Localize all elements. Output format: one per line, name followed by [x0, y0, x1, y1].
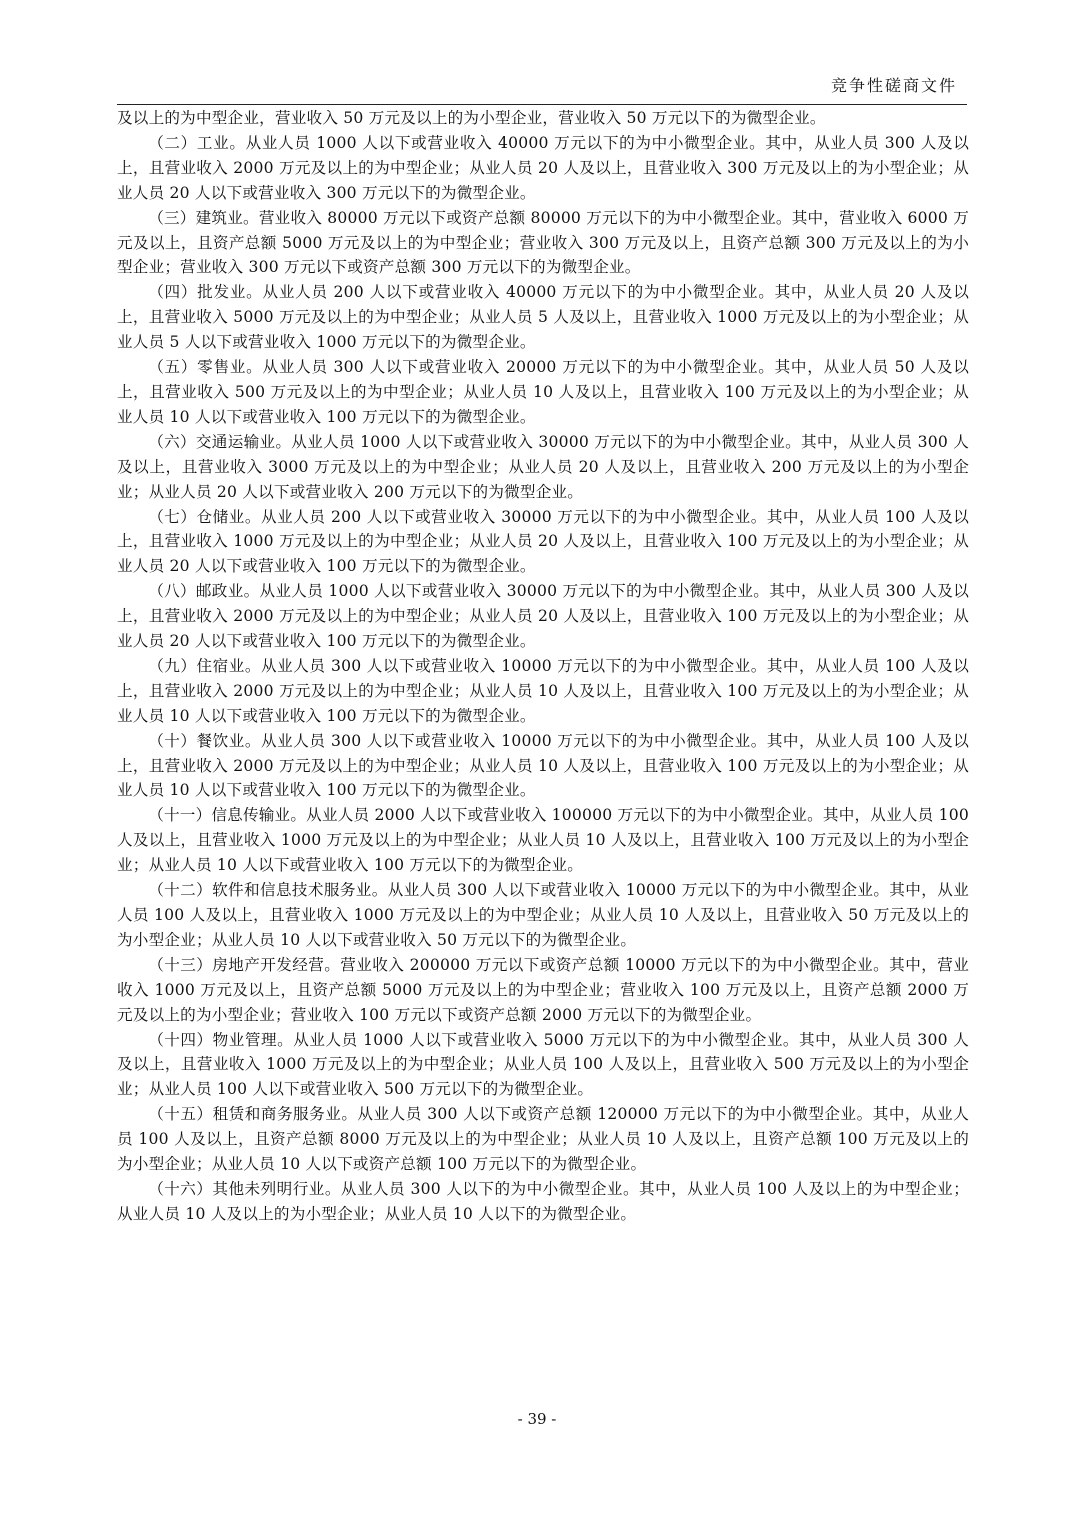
- paragraph-real-estate: （十三）房地产开发经营。营业收入 200000 万元以下或资产总额 10000 万元以下的为中小微型企业。其中，营业收入 1000 万元及以上，且资产总额 5000 万元及以上的为中型企业；营业收入 100 万元及以上，且资产总额 2000 万元及以上的为小型企业；营业收入 100 万元以下或资产总额 2000 万元以下的为微型企业。: [117, 955, 969, 1024]
- paragraph-accommodation: （九）住宿业。从业人员 300 人以下或营业收入 10000 万元以下的为中小微型企业。其中，从业人员 100 人及以上，且营业收入 2000 万元及以上的为中型企业；从业人员 10 人及以上，且营业收入 100 万元及以上的为小型企业；从业人员 10 人以下或营业收入 100 万元以下的为微型企业。: [117, 656, 969, 725]
- paragraph-leasing-business: （十五）租赁和商务服务业。从业人员 300 人以下或资产总额 120000 万元以下的为中小微型企业。其中，从业人员 100 人及以上，且资产总额 8000 万元及以上的为中型企业；从业人员 10 人及以上，且资产总额 100 万元及以上的为小型企业；从业人员 10 人以下或资产总额 100 万元以下的为微型企业。: [117, 1105, 969, 1174]
- paragraph-catering: （十）餐饮业。从业人员 300 人以下或营业收入 10000 万元以下的为中小微型企业。其中，从业人员 100 人及以上，且营业收入 2000 万元及以上的为中型企业；从业人员 10 人及以上，且营业收入 100 万元及以上的为小型企业；从业人员 10 人以下或营业收入 100 万元以下的为微型企业。: [117, 731, 969, 800]
- paragraph-industry: （二）工业。从业人员 1000 人以下或营业收入 40000 万元以下的为中小微型企业。其中，从业人员 300 人及以上，且营业收入 2000 万元及以上的为中型企业；从业人员 20 人及以上，且营业收入 300 万元及以上的为小型企业；从业人员 20 人以下或营业收入 300 万元以下的为微型企业。: [117, 133, 969, 202]
- paragraph-postal: （八）邮政业。从业人员 1000 人以下或营业收入 30000 万元以下的为中小微型企业。其中，从业人员 300 人及以上，且营业收入 2000 万元及以上的为中型企业；从业人员 20 人及以上，且营业收入 100 万元及以上的为小型企业；从业人员 20 人以下或营业收入 100 万元以下的为微型企业。: [117, 582, 969, 651]
- header-divider: [117, 104, 967, 105]
- paragraph-property-management: （十四）物业管理。从业人员 1000 人以下或营业收入 5000 万元以下的为中小微型企业。其中，从业人员 300 人及以上，且营业收入 1000 万元及以上的为中型企业；从业人员 100 人及以上，且营业收入 500 万元及以上的为小型企业；从业人员 100 人以下或营业收入 500 万元以下的为微型企业。: [117, 1030, 969, 1099]
- paragraph-transport: （六）交通运输业。从业人员 1000 人以下或营业收入 30000 万元以下的为中小微型企业。其中，从业人员 300 人及以上，且营业收入 3000 万元及以上的为中型企业；从业人员 20 人及以上，且营业收入 200 万元及以上的为小型企业；从业人员 20 人以下或营业收入 200 万元以下的为微型企业。: [117, 432, 969, 501]
- page-number: - 39 -: [517, 1410, 557, 1428]
- paragraph-warehousing: （七）仓储业。从业人员 200 人以下或营业收入 30000 万元以下的为中小微型企业。其中，从业人员 100 人及以上，且营业收入 1000 万元及以上的为中型企业；从业人员 20 人及以上，且营业收入 100 万元及以上的为小型企业；从业人员 20 人以下或营业收入 100 万元以下的为微型企业。: [117, 507, 969, 576]
- paragraph-information-transmission: （十一）信息传输业。从业人员 2000 人以下或营业收入 100000 万元以下的为中小微型企业。其中，从业人员 100 人及以上，且营业收入 1000 万元及以上的为中型企业；从业人员 10 人及以上，且营业收入 100 万元及以上的为小型企业；从业人员 10 人以下或营业收入 100 万元以下的为微型企业。: [117, 806, 969, 875]
- paragraph-construction: （三）建筑业。营业收入 80000 万元以下或资产总额 80000 万元以下的为中小微型企业。其中，营业收入 6000 万元及以上，且资产总额 5000 万元及以上的为中型企业；营业收入 300 万元及以上，且资产总额 300 万元及以上的为小型企业；营业收入 300 万元以下或资产总额 300 万元以下的为微型企业。: [117, 208, 969, 277]
- paragraph-other-industries: （十六）其他未列明行业。从业人员 300 人以下的为中小微型企业。其中，从业人员 100 人及以上的为中型企业；从业人员 10 人及以上的为小型企业；从业人员 10 人以下的为微型企业。: [117, 1179, 969, 1223]
- paragraph-wholesale: （四）批发业。从业人员 200 人以下或营业收入 40000 万元以下的为中小微型企业。其中，从业人员 20 人及以上，且营业收入 5000 万元及以上的为中型企业；从业人员 5 人及以上，且营业收入 1000 万元及以上的为小型企业；从业人员 5 人以下或营业收入 1000 万元以下的为微型企业。: [117, 283, 969, 352]
- paragraph-retail: （五）零售业。从业人员 300 人以下或营业收入 20000 万元以下的为中小微型企业。其中，从业人员 50 人及以上，且营业收入 500 万元及以上的为中型企业；从业人员 10 人及以上，且营业收入 100 万元及以上的为小型企业；从业人员 10 人以下或营业收入 100 万元以下的为微型企业。: [117, 358, 969, 426]
- paragraph-software-it: （十二）软件和信息技术服务业。从业人员 300 人以下或营业收入 10000 万元以下的为中小微型企业。其中，从业人员 100 人及以上，且营业收入 1000 万元及以上的为中型企业；从业人员 10 人及以上，且营业收入 50 万元及以上的为小型企业；从业人员 10 人以下或营业收入 50 万元以下的为微型企业。: [117, 881, 969, 949]
- paragraph-continuation: 及以上的为中型企业，营业收入 50 万元及以上的为小型企业，营业收入 50 万元以下的为微型企业。: [117, 109, 826, 127]
- document-body: [117, 106, 969, 1227]
- header-title: 竞争性磋商文件: [830, 76, 957, 95]
